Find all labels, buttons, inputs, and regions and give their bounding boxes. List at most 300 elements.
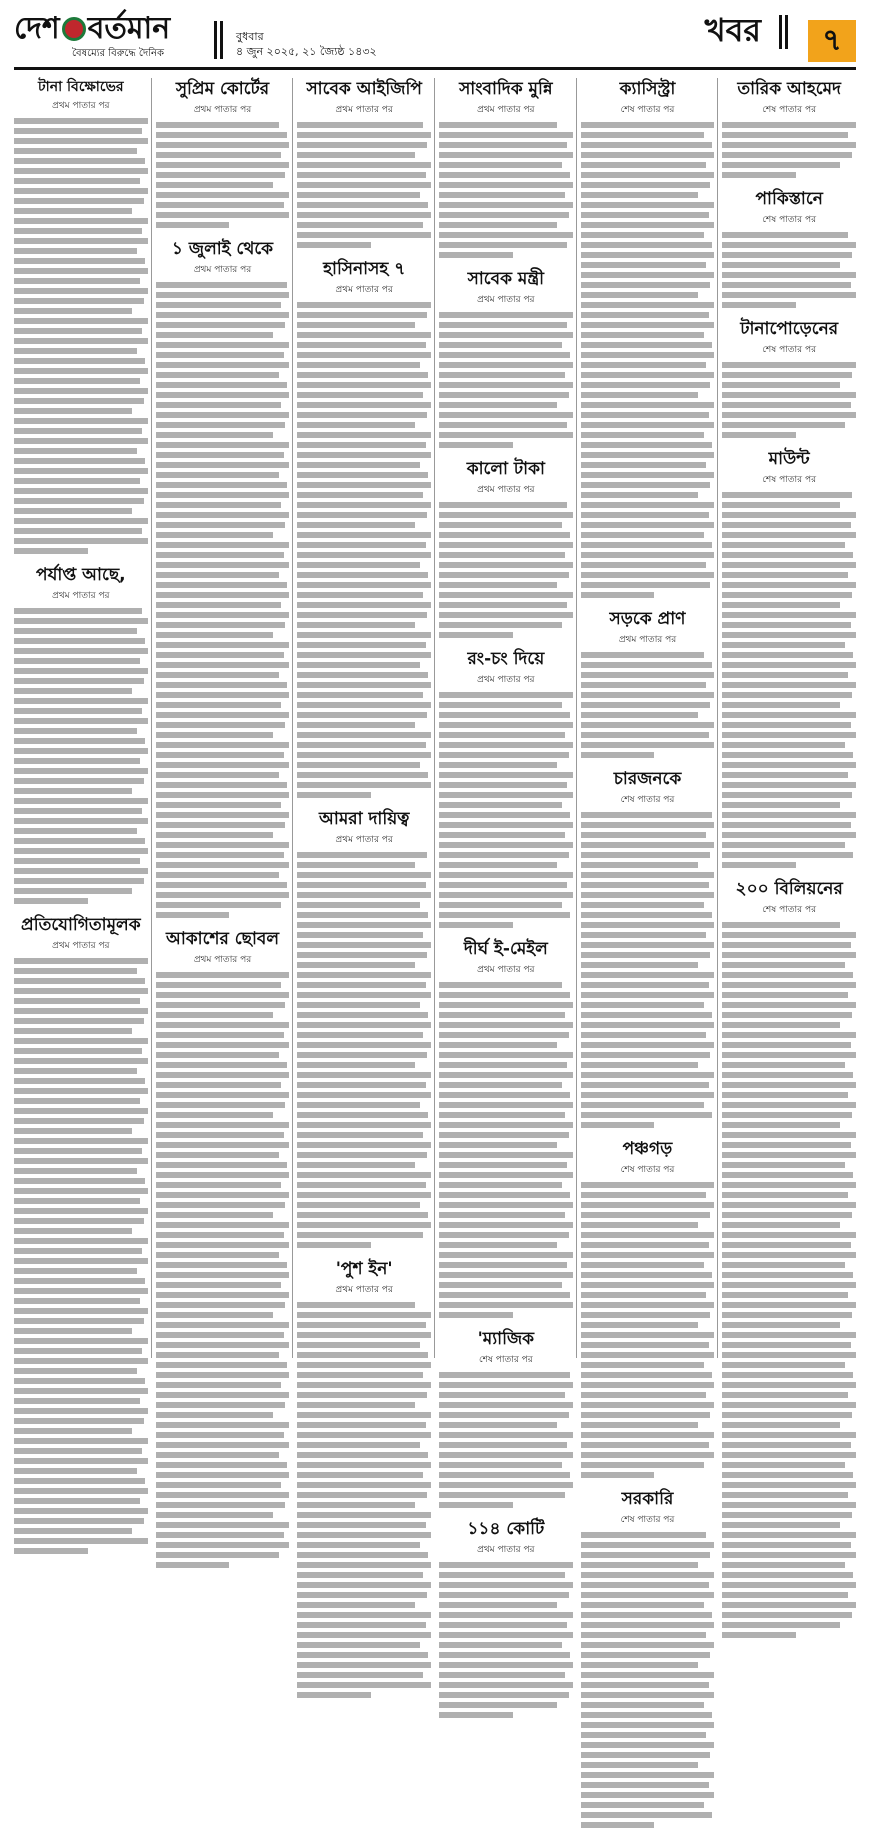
text-line (439, 592, 573, 598)
text-line (722, 1162, 845, 1168)
text-line (297, 242, 371, 248)
text-line (297, 702, 431, 708)
text-line (297, 732, 431, 738)
continued-from-label: প্রথম পাতার পর (477, 485, 535, 495)
text-line (722, 1412, 852, 1418)
text-line (581, 562, 707, 568)
text-line (439, 1112, 565, 1118)
text-line (581, 1622, 715, 1628)
story (156, 238, 290, 918)
text-line (14, 418, 148, 424)
text-line (297, 1202, 420, 1208)
text-line (156, 422, 286, 428)
text-line (297, 422, 415, 428)
text-line (297, 932, 423, 938)
text-line (297, 1582, 431, 1588)
text-line (156, 1562, 230, 1568)
text-line (722, 162, 840, 168)
story-headline[interactable]: দীর্ঘ ই-মেইল (463, 939, 548, 959)
text-line (581, 162, 707, 168)
text-line (297, 1642, 420, 1648)
text-line (297, 1242, 371, 1248)
text-line (14, 1368, 137, 1374)
text-line (156, 152, 282, 158)
text-line (14, 368, 148, 374)
text-line (14, 1468, 137, 1474)
text-line (439, 352, 570, 358)
story-body (439, 1370, 573, 1508)
text-line (581, 462, 707, 468)
text-line (439, 1292, 570, 1298)
text-line (14, 1028, 132, 1034)
text-line (156, 472, 279, 478)
story-body (722, 230, 856, 308)
text-line (14, 1038, 148, 1044)
text-line (156, 1432, 284, 1438)
text-line (297, 1302, 415, 1308)
text-line (156, 642, 290, 648)
text-line (156, 1112, 274, 1118)
text-line (581, 1242, 709, 1248)
text-line (581, 132, 704, 138)
text-line (722, 1612, 852, 1618)
text-line (156, 502, 282, 508)
text-line (156, 1092, 290, 1098)
text-line (156, 892, 290, 898)
story-body (156, 970, 290, 1568)
text-line (14, 888, 132, 894)
story-headline[interactable]: সাংবাদিক মুন্নি (459, 79, 553, 99)
text-line (722, 692, 852, 698)
text-line (297, 412, 427, 418)
story-headline[interactable]: রং-চং দিয়ে (467, 649, 545, 669)
section-divider (779, 15, 788, 49)
text-line (581, 1202, 715, 1208)
text-line (581, 1582, 709, 1588)
text-line (14, 258, 145, 264)
text-line (581, 1692, 715, 1698)
text-line (297, 1042, 431, 1048)
text-line (722, 1632, 796, 1638)
text-line (581, 982, 709, 988)
text-line (156, 772, 279, 778)
text-line (722, 652, 853, 658)
text-line (14, 798, 148, 804)
text-line (581, 242, 712, 248)
text-line (297, 472, 428, 478)
text-line (297, 662, 420, 668)
text-line (439, 1022, 573, 1028)
text-line (439, 912, 570, 918)
text-line (14, 1128, 132, 1134)
text-line (14, 988, 148, 994)
text-line (581, 322, 715, 328)
continued-from-label: প্রথম পাতার পর (477, 1545, 535, 1555)
text-line (581, 1812, 712, 1818)
text-line (581, 1312, 711, 1318)
text-line (156, 662, 290, 668)
text-line (297, 672, 428, 678)
brand-part-2: বর্তমান (87, 11, 171, 46)
text-line (722, 712, 856, 718)
text-line (722, 1602, 856, 1608)
text-line (297, 1052, 427, 1058)
text-line (439, 1482, 573, 1488)
text-line (297, 862, 415, 868)
text-line (581, 1012, 712, 1018)
text-line (439, 1172, 573, 1178)
story-headline[interactable]: ১ জুলাই থেকে (171, 239, 274, 259)
text-line (439, 1672, 565, 1678)
text-line (439, 1632, 573, 1638)
text-line (297, 1452, 428, 1458)
text-line (581, 252, 715, 258)
story-headline[interactable]: টানাপোড়েনের (740, 319, 839, 339)
text-line (581, 1642, 715, 1648)
text-line (581, 1762, 699, 1768)
text-line (156, 872, 279, 878)
text-line (581, 572, 715, 578)
text-line (156, 1402, 286, 1408)
text-line (581, 1602, 704, 1608)
text-line (156, 712, 290, 718)
text-line (156, 212, 290, 218)
text-line (14, 1098, 140, 1104)
text-line (156, 1532, 284, 1538)
text-line (297, 972, 431, 978)
continued-from-label: প্রথম পাতার পর (193, 955, 252, 965)
story-body (297, 300, 431, 798)
text-line (297, 1142, 431, 1148)
text-line (297, 922, 431, 928)
text-line (722, 962, 845, 968)
text-line (439, 372, 565, 378)
text-line (439, 852, 569, 858)
text-line (14, 808, 142, 814)
text-line (581, 1532, 707, 1538)
story-headline[interactable]: ২০০ বিলিয়নের (735, 879, 843, 899)
text-line (581, 472, 715, 478)
text-line (297, 982, 425, 988)
text-line (581, 662, 712, 668)
text-line (722, 1042, 850, 1048)
text-line (156, 1252, 279, 1258)
text-line (14, 388, 148, 394)
text-line (439, 1662, 573, 1668)
text-line (297, 1532, 431, 1538)
text-line (156, 1462, 287, 1468)
text-line (156, 1042, 290, 1048)
text-line (14, 1458, 148, 1464)
text-line (581, 432, 704, 438)
continued-from-label: শেষ পাতার পর (762, 105, 817, 115)
continued-from-label: প্রথম পাতার পর (477, 675, 535, 685)
text-line (581, 152, 715, 158)
text-line (14, 1348, 142, 1354)
text-line (722, 242, 856, 248)
column-6 (722, 78, 856, 1358)
text-line (156, 842, 290, 848)
text-line (297, 612, 427, 618)
text-line (722, 172, 796, 178)
text-line (156, 1052, 279, 1058)
story-headline[interactable]: মাউন্ট (768, 449, 810, 469)
text-line (581, 1362, 704, 1368)
text-line (14, 198, 144, 204)
text-line (581, 1332, 715, 1338)
text-line (439, 922, 513, 928)
text-line (156, 182, 274, 188)
text-line (14, 868, 148, 874)
text-line (156, 512, 290, 518)
story-headline[interactable]: টানা বিক্ষোভের (38, 79, 124, 95)
story-body (722, 490, 856, 868)
text-line (722, 732, 856, 738)
text-line (439, 152, 573, 158)
text-line (156, 632, 274, 638)
text-line (722, 1292, 848, 1298)
text-line (156, 122, 279, 128)
text-line (722, 502, 840, 508)
text-line (722, 1362, 845, 1368)
text-line (156, 852, 284, 858)
text-line (297, 1132, 423, 1138)
text-line (439, 172, 570, 178)
text-line (581, 1082, 709, 1088)
text-line (722, 1192, 848, 1198)
text-line (14, 238, 148, 244)
story-headline[interactable]: আমরা দায়িত্ব (319, 809, 410, 829)
text-line (297, 1492, 427, 1498)
story-body (581, 1530, 715, 1828)
text-line (156, 462, 290, 468)
story-body (439, 1560, 573, 1718)
text-line (156, 1172, 290, 1178)
text-line (297, 1592, 427, 1598)
text-line (581, 1392, 707, 1398)
text-line (439, 532, 570, 538)
story-body (581, 810, 715, 1128)
text-line (581, 892, 715, 898)
text-line (156, 722, 286, 728)
story-headline[interactable]: সাবেক মন্ত্রী (467, 269, 545, 289)
continued-from-label: শেষ পাতার পর (620, 1165, 675, 1175)
text-line (439, 602, 567, 608)
text-line (156, 1182, 282, 1188)
text-line (439, 392, 569, 398)
text-line (439, 1182, 562, 1188)
text-line (581, 1062, 699, 1068)
story-headline[interactable]: সুপ্রিম কোর্টের (175, 79, 270, 99)
text-line (297, 852, 427, 858)
text-line (722, 402, 850, 408)
text-line (156, 302, 282, 308)
text-line (297, 352, 431, 358)
text-line (14, 218, 148, 224)
text-line (14, 1498, 140, 1504)
text-line (722, 1532, 856, 1538)
text-line (297, 1092, 431, 1098)
text-line (722, 522, 850, 528)
text-line (439, 1152, 573, 1158)
text-line (297, 722, 415, 728)
text-line (722, 792, 852, 798)
text-line (14, 528, 142, 534)
text-line (156, 222, 230, 228)
story (14, 78, 148, 554)
story (297, 808, 431, 1248)
text-line (14, 1378, 145, 1384)
text-line (581, 1002, 704, 1008)
text-line (722, 292, 856, 298)
text-line (722, 1342, 850, 1348)
text-line (581, 582, 711, 588)
text-line (581, 1022, 715, 1028)
text-line (439, 622, 562, 628)
text-line (581, 192, 699, 198)
text-line (439, 892, 573, 898)
text-line (439, 832, 565, 838)
story (722, 318, 856, 438)
story-headline[interactable]: 'ম্যাজিক (477, 1329, 535, 1349)
text-line (722, 1022, 840, 1028)
text-line (14, 448, 137, 454)
story-headline[interactable]: ১১৪ কোটি (467, 1519, 545, 1539)
text-line (581, 1342, 709, 1348)
text-line (722, 232, 848, 238)
story-headline[interactable]: আকাশের ছোবল (165, 929, 280, 949)
text-line (439, 1452, 573, 1458)
story-body (722, 920, 856, 1638)
text-line (439, 1432, 573, 1438)
text-line (14, 318, 148, 324)
text-line (297, 1462, 431, 1468)
text-line (722, 1332, 856, 1338)
text-line (156, 1222, 290, 1228)
text-line (14, 1418, 144, 1424)
text-line (14, 748, 148, 754)
story-headline[interactable]: সাবেক আইজিপি (306, 79, 422, 99)
text-line (581, 1122, 655, 1128)
text-line (581, 442, 712, 448)
story-headline[interactable]: হাসিনাসহ ৭ (323, 259, 406, 279)
story-headline[interactable]: 'পুশ ইন' (335, 1259, 393, 1279)
text-line (581, 1442, 709, 1448)
text-line (297, 1552, 428, 1558)
story-headline[interactable]: ক্যাসিস্ট্রা (619, 79, 676, 99)
text-line (581, 682, 707, 688)
story-headline[interactable]: সরকারি (621, 1489, 674, 1509)
text-line (581, 832, 707, 838)
brand (14, 12, 214, 67)
text-line (722, 152, 852, 158)
text-line (297, 532, 431, 538)
text-line (581, 1802, 704, 1808)
story-headline[interactable]: কালো টাকা (466, 459, 545, 479)
text-line (14, 898, 88, 904)
text-line (297, 192, 420, 198)
text-line (156, 1032, 284, 1038)
text-line (14, 718, 148, 724)
text-line (581, 1102, 704, 1108)
text-line (722, 982, 856, 988)
text-line (14, 378, 140, 384)
story-headline[interactable]: পর্যাপ্ত আছে, (36, 565, 126, 585)
text-line (156, 202, 284, 208)
text-line (156, 532, 274, 538)
text-line (156, 412, 290, 418)
text-line (439, 1082, 562, 1088)
text-line (722, 1542, 850, 1548)
text-line (156, 132, 287, 138)
story-headline[interactable]: প্রতিযোগিতামূলক (21, 915, 141, 935)
text-line (156, 552, 284, 558)
text-line (581, 1282, 715, 1288)
text-line (722, 432, 796, 438)
story-headline[interactable]: পাকিস্তানে (755, 189, 823, 209)
text-line (439, 512, 573, 518)
text-line (14, 1508, 148, 1514)
text-line (14, 1408, 148, 1414)
text-line (156, 1472, 290, 1478)
text-line (439, 1232, 569, 1238)
text-line (439, 902, 562, 908)
text-line (297, 1022, 431, 1028)
continued-from-label: প্রথম পাতার পর (335, 835, 393, 845)
text-line (297, 1442, 420, 1448)
text-line (581, 532, 704, 538)
text-line (14, 268, 148, 274)
text-line (156, 192, 290, 198)
story-headline[interactable]: পঞ্চগড় (622, 1139, 673, 1159)
text-line (439, 752, 569, 758)
text-line (14, 1288, 148, 1294)
story-headline[interactable]: তারিক আহমেদ (737, 79, 841, 99)
column-4 (439, 78, 573, 1555)
text-line (439, 192, 565, 198)
text-line (581, 142, 712, 148)
story-body (156, 280, 290, 918)
story-headline[interactable]: সড়কে প্রাণ (609, 609, 686, 629)
text-line (297, 592, 423, 598)
text-line (581, 1732, 707, 1738)
text-line (439, 1382, 573, 1388)
brand-part-1: দেশ (14, 11, 60, 46)
text-line (14, 1208, 148, 1214)
story-body (297, 850, 431, 1248)
text-line (14, 668, 148, 674)
text-line (581, 1572, 715, 1578)
text-line (156, 1332, 284, 1338)
text-line (156, 562, 290, 568)
text-line (439, 722, 573, 728)
text-line (14, 308, 132, 314)
text-line (14, 778, 144, 784)
text-line (722, 1272, 853, 1278)
text-line (722, 1312, 852, 1318)
text-line (14, 818, 148, 824)
text-line (297, 792, 371, 798)
text-line (439, 522, 562, 528)
text-line (297, 322, 415, 328)
story-headline[interactable]: চারজনকে (613, 769, 682, 789)
text-line (722, 1002, 856, 1008)
text-line (439, 1142, 557, 1148)
text-line (14, 628, 137, 634)
text-line (581, 172, 715, 178)
text-line (14, 1118, 144, 1124)
text-line (439, 1242, 557, 1248)
